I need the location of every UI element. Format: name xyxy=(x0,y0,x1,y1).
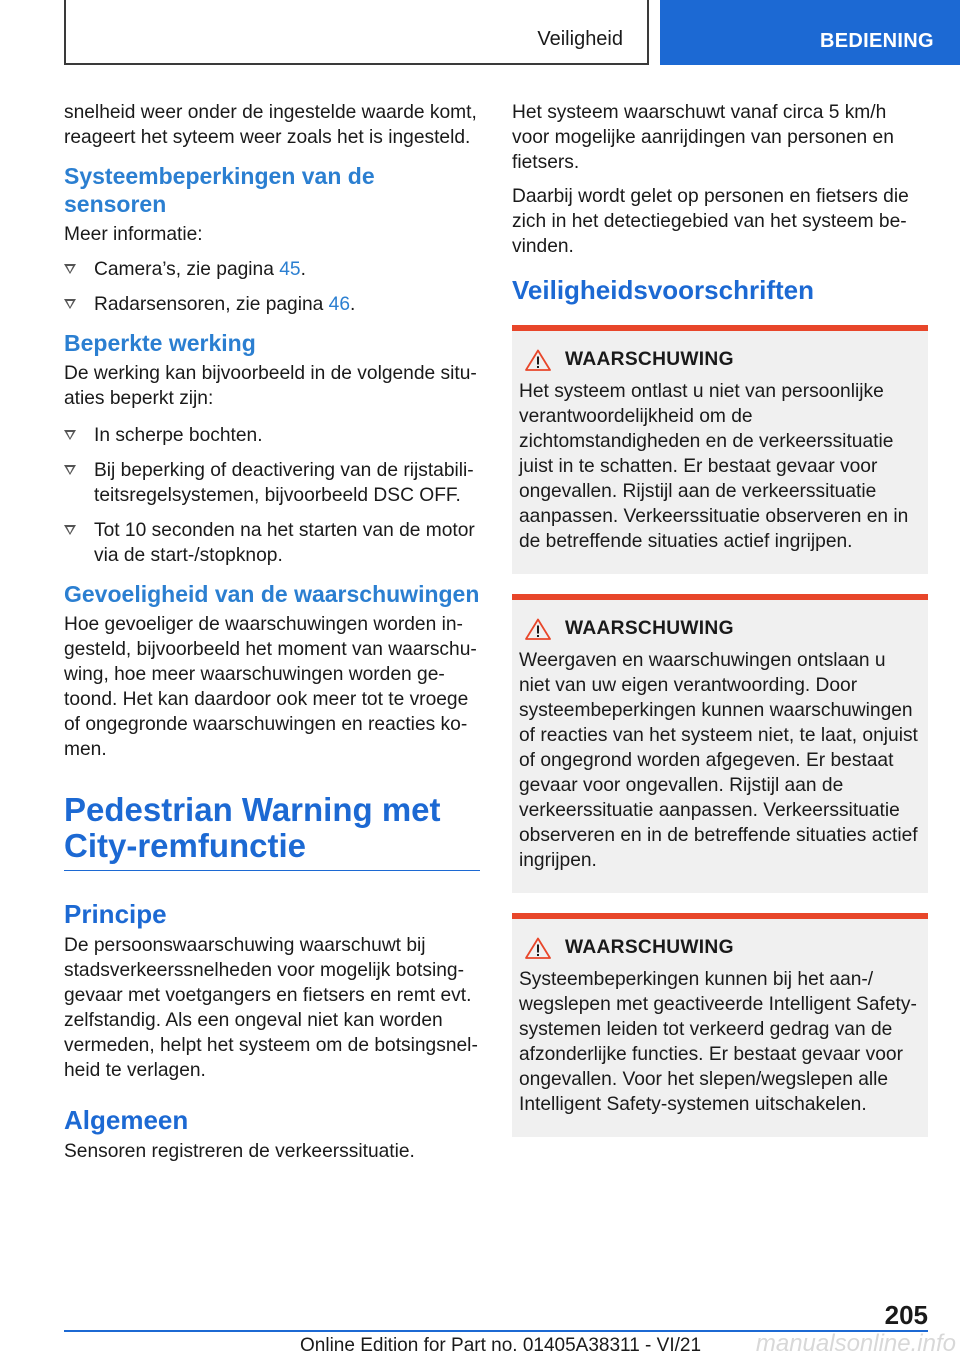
watermark: manualsonline.info xyxy=(755,1330,956,1357)
warning-box-1 xyxy=(512,325,928,574)
main-heading: Pedestrian Warning met City-remfunctie xyxy=(64,792,480,871)
triangle-bullet-icon xyxy=(64,430,76,440)
heading-sensitivity: Gevoeligheid van de waarschuwingen xyxy=(64,581,480,607)
warning-box-2 xyxy=(512,594,928,893)
header-section-box xyxy=(64,0,649,65)
list-item: Camera’s, zie pagina 45. xyxy=(64,257,480,282)
header-chapter-tab[interactable] xyxy=(660,0,960,65)
warning-box-3 xyxy=(512,913,928,1137)
intro-paragraph: snelheid weer onder de ingestelde waarde komt, reageert het syteem weer zoals het is ingesteld. xyxy=(64,102,477,148)
heading-sensor-limits: Systeembeperkingen van de sensoren xyxy=(64,163,375,217)
restricted-list xyxy=(64,423,480,568)
warning-text: Weergaven en waarschuwingen ontslaan u niet van uw eigen verantwoording. Door systeembeperkingen kunnen waarschuwingen of reacties van het systeem niet, te laat, onjuist of ongegrond worden afgegeven. Er bestaat gevaar voor ongevallen. Rijstijl aan de verkeerssituatie aanpassen. Verkeerssituatie observeren en in de betreffende situaties actief ingrijpen. xyxy=(519,650,918,871)
warning-text: Het systeem ontlast u niet van persoonlijke verantwoordelijkheid om de zichtomstandigheden en de verkeerssituatie juist in te schatten. Er bestaat gevaar voor ongevallen. Rijstijl aan de verkeerssituatie aanpassen. Verkeerssituatie observeren en in de betreffende situaties actief ingrijpen. xyxy=(519,381,909,552)
triangle-bullet-icon xyxy=(64,299,76,309)
list-item: Bij beperking of deactivering van de rijstabiliteitsregelsystemen, bijvoorbeeld DSC OFF. xyxy=(64,458,480,508)
triangle-bullet-icon xyxy=(64,264,76,274)
warning-title: WAARSCHUWING xyxy=(565,618,734,639)
sensor-limits-list xyxy=(64,257,480,317)
warning-triangle-icon xyxy=(525,937,551,959)
heading-principle: Principe xyxy=(64,899,167,929)
header-chapter-label: BEDIENING xyxy=(820,30,934,52)
right-column xyxy=(512,100,928,1157)
warning-text: Systeembeperkingen kunnen bij het aan-/ wegslepen met geactiveerde Intelligent Safety-systemen leiden tot verkeerd gedrag van de afzonderlijke functies. Er bestaat gevaar voor ongevallen. Voor het slepen/wegslepen alle Intelligent Safety-systemen uitschakelen. xyxy=(519,969,917,1115)
page-link-45[interactable]: 45 xyxy=(279,259,301,280)
general-text: Sensoren registreren de verkeerssituatie. xyxy=(64,1141,415,1162)
page-link-46[interactable]: 46 xyxy=(328,294,351,315)
page-number: 205 xyxy=(884,1300,928,1330)
triangle-bullet-icon xyxy=(64,465,76,475)
list-item: Radarsensoren, zie pagina 46. xyxy=(64,292,480,317)
footer-edition: Online Edition for Part no. 01405A38311 - VI/21 xyxy=(300,1335,702,1356)
right-paragraph-2: Daarbij wordt gelet op personen en fietsers die zich in het detectiegebied van het systeem bevinden. xyxy=(512,186,909,257)
heading-restricted-operation: Beperkte werking xyxy=(64,330,256,356)
warning-title: WAARSCHUWING xyxy=(565,349,734,370)
warning-title: WAARSCHUWING xyxy=(565,937,734,958)
restricted-text: De werking kan bijvoorbeeld in de volgende situaties beperkt zijn: xyxy=(64,363,477,409)
triangle-bullet-icon xyxy=(64,525,76,535)
list-item: Tot 10 seconden na het starten van de motor via de start-/stopknop. xyxy=(64,518,480,568)
header-section-title: Veiligheid xyxy=(537,28,623,50)
heading-safety: Veiligheidsvoorschriften xyxy=(512,275,814,305)
heading-general: Algemeen xyxy=(64,1105,189,1135)
principle-text: De persoonswaarschuwing waarschuwt bij stadsverkeerssnelheden voor mogelijk botsinggevaar met voetgangers en fietsers en remt evt. zelfstandig. Als een ongeval niet kan worden vermeden, helpt het systeem om de botsingsnelheid te verlagen. xyxy=(64,935,478,1081)
list-item: In scherpe bochten. xyxy=(64,423,480,448)
right-paragraph-1: Het systeem waarschuwt vanaf circa 5 km/h voor mogelijke aanrijdingen van personen en fietsers. xyxy=(512,102,894,173)
left-column xyxy=(64,100,480,1173)
warning-triangle-icon xyxy=(525,618,551,640)
sensitivity-text: Hoe gevoeliger de waarschuwingen worden ingesteld, bijvoorbeeld het moment van waarschuwing, hoe meer waarschuwingen worden getoond. Het kan daardoor ook meer tot te vroege of ongegronde waarschuwingen en reacties komen. xyxy=(64,614,477,760)
warning-triangle-icon xyxy=(525,349,551,371)
more-info-text: Meer informatie: xyxy=(64,224,203,245)
